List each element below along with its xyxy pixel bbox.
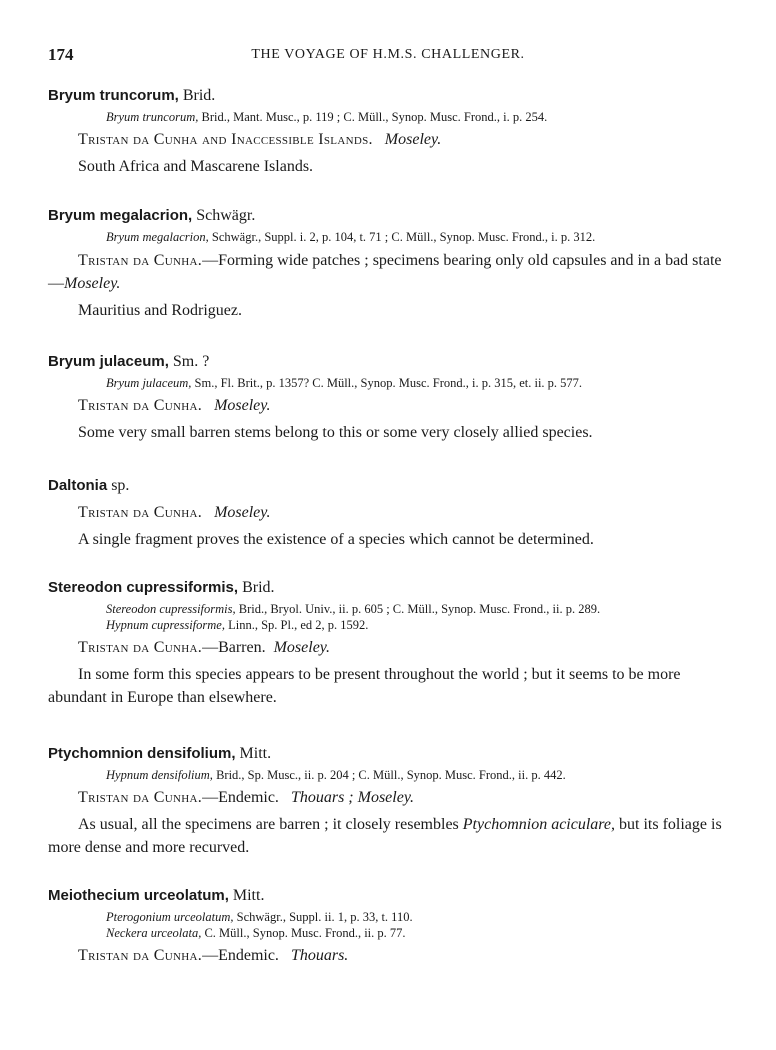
running-head	[48, 45, 728, 67]
locality-line: Tristan da Cunha. Moseley.	[78, 504, 271, 521]
species-name: Bryum julaceum, Sm. ?	[48, 353, 210, 370]
species-entry	[48, 476, 728, 551]
distribution-note: Some very small barren stems belong to this or some very closely allied species.	[78, 424, 593, 441]
distribution-note: A single fragment proves the existence of a species which cannot be determined.	[78, 531, 594, 548]
species-entry	[48, 352, 728, 444]
species-name: Meiothecium urceolatum, Mitt.	[48, 887, 265, 904]
distribution-note: As usual, all the specimens are barren ; it closely resembles Ptychomnion aciculare, but its foliage is more dense and more recurved.	[48, 816, 722, 856]
species-entry	[48, 86, 728, 178]
synonym-citation: Stereodon cupressiformis, Brid., Bryol. Univ., ii. p. 605 ; C. Müll., Synop. Musc. Frond., ii. p. 289.	[106, 602, 601, 616]
distribution-note: South Africa and Mascarene Islands.	[78, 158, 314, 175]
synonym-citation: Pterogonium urceolatum, Schwägr., Suppl. ii. 1, p. 33, t. 110.	[106, 910, 413, 924]
species-entry	[48, 206, 728, 322]
species-name: Bryum truncorum, Brid.	[48, 87, 216, 104]
species-name: Bryum megalacrion, Schwägr.	[48, 207, 256, 224]
distribution-note: Mauritius and Rodriguez.	[78, 302, 242, 319]
species-entry	[48, 886, 728, 967]
locality-line: Tristan da Cunha.—Endemic. Thouars ; Moseley.	[78, 789, 415, 806]
species-entry	[48, 578, 728, 709]
synonym-citation: Bryum truncorum, Brid., Mant. Musc., p. 119 ; C. Müll., Synop. Musc. Frond., i. p. 254.	[106, 110, 548, 124]
species-entry	[48, 744, 728, 859]
distribution-note: In some form this species appears to be present throughout the world ; but it seems to be more abundant in Europe than elsewhere.	[48, 666, 681, 706]
species-name: Ptychomnion densifolium, Mitt.	[48, 745, 272, 762]
locality-line: Tristan da Cunha and Inaccessible Islands. Moseley.	[78, 131, 442, 148]
locality-line: Tristan da Cunha. Moseley.	[78, 397, 271, 414]
locality-paragraph: Tristan da Cunha.—Forming wide patches ; specimens bearing only old capsules and in a bad state—Moseley.	[48, 252, 722, 292]
locality-line: Tristan da Cunha.—Barren. Moseley.	[78, 639, 331, 656]
locality-line: Tristan da Cunha.—Endemic. Thouars.	[78, 947, 349, 964]
running-title: THE VOYAGE OF H.M.S. CHALLENGER.	[251, 47, 525, 62]
synonym-citation: Hypnum densifolium, Brid., Sp. Musc., ii. p. 204 ; C. Müll., Synop. Musc. Frond., ii. p. 442.	[106, 768, 566, 782]
synonym-citation: Hypnum cupressiforme, Linn., Sp. Pl., ed 2, p. 1592.	[106, 618, 369, 632]
species-name: Stereodon cupressiformis, Brid.	[48, 579, 275, 596]
species-name: Daltonia sp.	[48, 477, 130, 494]
synonym-citation: Neckera urceolata, C. Müll., Synop. Musc. Frond., ii. p. 77.	[106, 926, 406, 940]
page-number: 174	[48, 45, 74, 64]
synonym-citation: Bryum megalacrion, Schwägr., Suppl. i. 2, p. 104, t. 71 ; C. Müll., Synop. Musc. Frond., i. p. 312.	[106, 230, 596, 244]
synonym-citation: Bryum julaceum, Sm., Fl. Brit., p. 1357? C. Müll., Synop. Musc. Frond., i. p. 315, et. ii. p. 577.	[106, 376, 583, 390]
